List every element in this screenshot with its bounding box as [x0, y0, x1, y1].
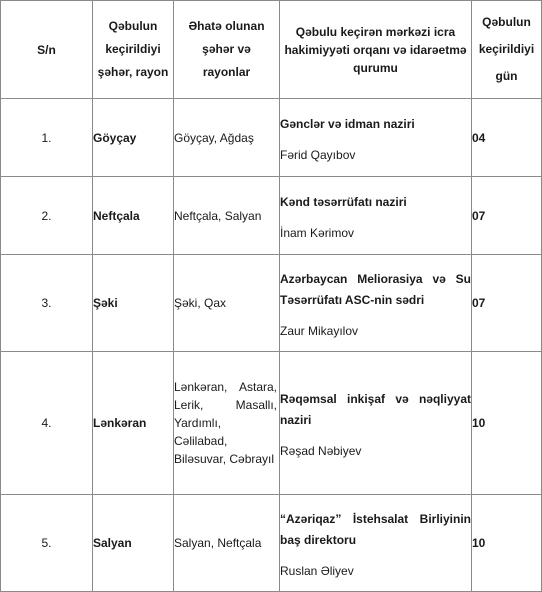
reception-day: 04	[472, 99, 542, 177]
row-number: 4.	[1, 352, 93, 495]
row-number: 5.	[1, 495, 93, 592]
official-name: İnam Kərimov	[280, 225, 355, 240]
reception-city: Şəki	[93, 255, 174, 352]
row-number: 3.	[1, 255, 93, 352]
covered-areas: Lənkəran, Astara, Lerik, Masallı, Yardımlı, Cəlilabad, Biləsuvar, Cəbrayıl	[174, 352, 280, 495]
official-name: Fərid Qayıbov	[280, 147, 356, 162]
header-day-line2: keçirildiyi	[478, 42, 535, 56]
table-row	[1, 255, 542, 352]
header-serial-number	[1, 1, 93, 99]
header-place-line1: Qəbulun	[108, 19, 158, 33]
header-cover-line2: şəhər və	[202, 42, 251, 56]
organization-cell	[280, 495, 472, 592]
reception-city: Lənkəran	[93, 352, 174, 495]
header-sn-text: S/n	[37, 42, 56, 57]
row-number: 2.	[1, 177, 93, 255]
header-org-text: Qəbulu keçirən mərkəzi icra hakimiyyəti orqanı və idarəetmə qurumu	[284, 24, 467, 75]
reception-city: Salyan	[93, 495, 174, 592]
header-organization	[280, 1, 472, 99]
official-name: Zaur Mikayılov	[280, 323, 359, 338]
organization-cell	[280, 352, 472, 495]
table-row	[1, 352, 542, 495]
table-row	[1, 99, 542, 177]
official-title: Rəqəmsal inkişaf və nəqliyyat naziri	[280, 391, 471, 427]
official-title: Azərbaycan Meliorasiya və Su Təsərrüfatı ASC-nin sədri	[280, 271, 471, 307]
reception-day: 10	[472, 352, 542, 495]
header-cover-line1: Əhatə olunan	[188, 19, 265, 33]
header-day-line3: gün	[495, 69, 518, 83]
organization-cell	[280, 255, 472, 352]
official-name: Ruslan Əliyev	[280, 563, 354, 578]
row-number: 1.	[1, 99, 93, 177]
covered-areas: Şəki, Qax	[174, 255, 280, 352]
reception-day: 07	[472, 177, 542, 255]
official-title: “Azəriqaz” İstehsalat Birliyinin baş direktoru	[280, 511, 471, 547]
official-title: Gənclər və idman naziri	[280, 116, 415, 131]
organization-cell	[280, 99, 472, 177]
reception-day: 10	[472, 495, 542, 592]
header-place-line2: keçirildiyi	[105, 42, 161, 56]
covered-areas: Salyan, Neftçala	[174, 495, 280, 592]
header-place-line3: şəhər, rayon	[97, 65, 169, 79]
table-row	[1, 177, 542, 255]
table-row	[1, 495, 542, 592]
reception-day: 07	[472, 255, 542, 352]
header-row	[1, 1, 542, 99]
official-name: Rəşad Nəbiyev	[280, 443, 362, 458]
header-reception-day	[472, 1, 542, 99]
header-reception-city	[93, 1, 174, 99]
reception-city: Göyçay	[93, 99, 174, 177]
header-covered-areas	[174, 1, 280, 99]
official-title: Kənd təsərrüfatı naziri	[280, 194, 407, 209]
covered-areas: Neftçala, Salyan	[174, 177, 280, 255]
covered-areas: Göyçay, Ağdaş	[174, 99, 280, 177]
organization-cell	[280, 177, 472, 255]
reception-city: Neftçala	[93, 177, 174, 255]
header-day-line1: Qəbulun	[482, 15, 531, 29]
header-cover-line3: rayonlar	[202, 65, 251, 79]
